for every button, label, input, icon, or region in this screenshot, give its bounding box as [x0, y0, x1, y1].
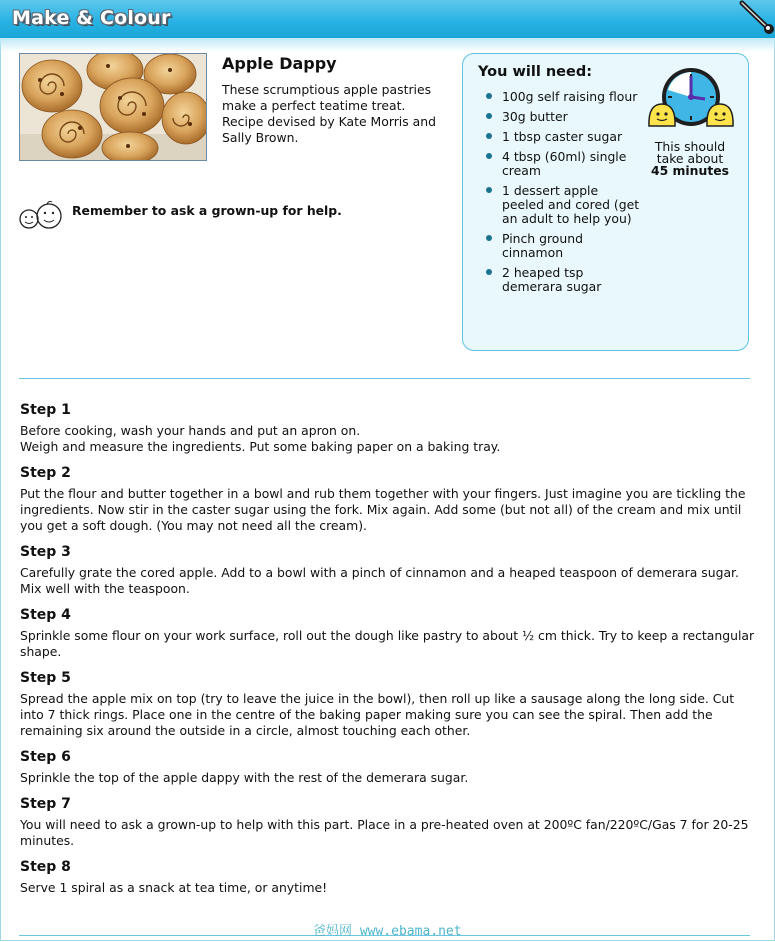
ingredient-item: 30g butter: [483, 110, 643, 124]
step-heading: Step 2: [20, 465, 71, 481]
ingredient-item: 1 dessert apple peeled and cored (get an adult to help you): [483, 184, 643, 226]
ingredient-item: 100g self raising flour: [483, 90, 643, 104]
step-body: Put the flour and butter together in a bowl and rub them together with your fingers. Just imagine you are tickling the ingredients. Now stir in the caster sugar using the fork. Mix again. Add some (but not all) of the cream and mix until you get a soft dough. (You may not need all the cream).: [20, 486, 746, 533]
step-body: Spread the apple mix on top (try to leave the juice in the bowl), then roll up like a sausage along the long side. Cut into 7 thick rings. Place one in the centre of the baking paper making sure you can see the spiral. Then add the remaining six around the outside in a circle, almost touching each other.: [20, 691, 735, 738]
time-value: 45 minutes: [650, 163, 730, 178]
step-heading: Step 1: [20, 402, 71, 418]
step: [20, 670, 755, 739]
paintbrush-icon: [734, 0, 775, 36]
ingredient-item: 1 tbsp caster sugar: [483, 130, 643, 144]
ingredient-item: 2 heaped tsp demerara sugar: [483, 266, 643, 294]
time-label: This should take about: [654, 139, 726, 166]
time-note: [645, 141, 735, 177]
recipe-title: Apple Dappy: [222, 54, 337, 73]
divider: [19, 378, 750, 379]
step-heading: Step 8: [20, 859, 71, 875]
step-heading: Step 5: [20, 670, 71, 686]
two-faces-icon: [18, 200, 64, 230]
step: [20, 607, 755, 660]
step-heading: Step 6: [20, 749, 71, 765]
recipe-intro: These scrumptious apple pastries make a perfect teatime treat. Recipe devised by Kate Morris and Sally Brown.: [222, 82, 436, 145]
ingredients-box: [462, 53, 749, 351]
ingredients-title: You will need:: [478, 64, 593, 80]
step-body: Carefully grate the cored apple. Add to a bowl with a pinch of cinnamon and a heaped teaspoon of demerara sugar. Mix well with the teaspoon.: [20, 565, 739, 596]
step: [20, 859, 755, 896]
banner-fade: [0, 38, 775, 52]
step: [20, 796, 755, 849]
step: [20, 402, 755, 455]
step-body: Sprinkle the top of the apple dappy with the rest of the demerara sugar.: [20, 770, 469, 785]
banner-title: Make & Colour: [12, 7, 171, 29]
ingredients-list: [483, 90, 643, 300]
step: [20, 544, 755, 597]
apple-dappy-photo: [19, 53, 207, 161]
step-body-line: Weigh and measure the ingredients. Put some baking paper on a baking tray.: [20, 439, 501, 454]
reminder-text: Remember to ask a grown-up for help.: [72, 203, 342, 218]
step-heading: Step 3: [20, 544, 71, 560]
step: [20, 465, 755, 534]
step-heading: Step 4: [20, 607, 71, 623]
step: [20, 749, 755, 786]
watermark: 爸妈网 www.ebama.net: [313, 924, 462, 939]
ingredient-item: Pinch ground cinnamon: [483, 232, 643, 260]
step-body-line: Before cooking, wash your hands and put an apron on.: [20, 423, 361, 438]
step-body: [20, 423, 755, 455]
clock-icon: [643, 66, 739, 132]
step-body: Sprinkle some flour on your work surface, roll out the dough like pastry to about ½ cm thick. Try to keep a rectangular shape.: [20, 628, 755, 659]
steps-list: [20, 402, 755, 906]
step-body: Serve 1 spiral as a snack at tea time, or anytime!: [20, 880, 328, 895]
step-heading: Step 7: [20, 796, 71, 812]
step-body: You will need to ask a grown-up to help with this part. Place in a pre-heated oven at 200ºC fan/220ºC/Gas 7 for 20-25 minutes.: [20, 817, 749, 848]
ingredient-item: 4 tbsp (60ml) single cream: [483, 150, 643, 178]
